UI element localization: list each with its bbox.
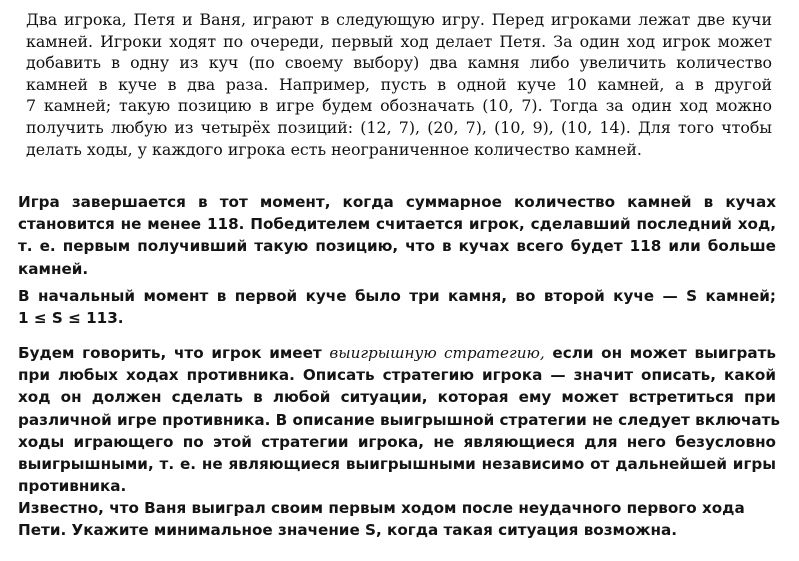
text-line: добавить в одну из куч (по своему выбору) два камня либо увеличить количество [26,53,772,73]
text-line: различной игре противника. В описание выигрышной стратегии не следует включать [18,410,781,429]
text-line: Известно, что Ваня выиграл своим первым ходом после неудачного первого хода [18,499,745,517]
text-line: камней в куче в два раза. Например, пусть в одной куче 10 камней, а в другой [26,74,772,94]
question-paragraph [18,497,745,541]
text-line: ход он должен сделать в любой ситуации, которая ему может встретиться при [18,388,776,407]
text-line: камней. [18,259,89,278]
text-fragment: Будем говорить, что игрок имеет [18,344,330,362]
text-line: Игра завершается в тот момент, когда суммарное количество камней в кучах [18,193,776,211]
text-line: т. е. первым получивший такую позицию, что в кучах всего будет 118 или больше [18,237,776,256]
game-rules-paragraph [26,9,772,160]
text-line: противника. [18,477,127,496]
text-line: 7 камней; такую позицию в игре будем обозначать (10, 7). Тогда за один ход можно [26,96,772,116]
winning-strategy-paragraph [18,342,781,497]
text-line [18,342,776,364]
text-line: выигрышными, т. е. не являющиеся выигрышными независимо от дальнейшей игры [18,455,776,474]
text-fragment: если он может выиграть [544,344,776,362]
game-end-paragraph [18,191,776,280]
text-line: получить любую из четырёх позиций: (12, 7), (20, 7), (10, 9), (10, 14). Для того чтобы [26,117,772,137]
text-line: В начальный момент в первой куче было три камня, во второй куче — S камней; [18,287,776,305]
text-line: ходы играющего по этой стратегии игрока, не являющиеся для него безусловно [18,432,776,451]
text-line: становится не менее 118. Победителем считается игрок, сделавший последний ход, [18,215,776,234]
text-line: Пети. Укажите минимальное значение S, когда такая ситуация возможна. [18,521,678,540]
text-line: при любых ходах противника. Описать стратегию игрока — значит описать, какой [18,366,776,385]
text-line: делать ходы, у каждого игрока есть неограниченное количество камней. [26,139,642,159]
text-line: камней. Игроки ходят по очереди, первый ход делает Петя. За один ход игрок может [26,31,772,51]
italic-term: выигрышную стратегию, [329,344,545,362]
text-line: Два игрока, Петя и Ваня, играют в следующую игру. Перед игроками лежат две кучи [26,10,772,29]
text-line: 1 ≤ S ≤ 113. [18,309,124,328]
initial-position-paragraph [18,285,776,329]
